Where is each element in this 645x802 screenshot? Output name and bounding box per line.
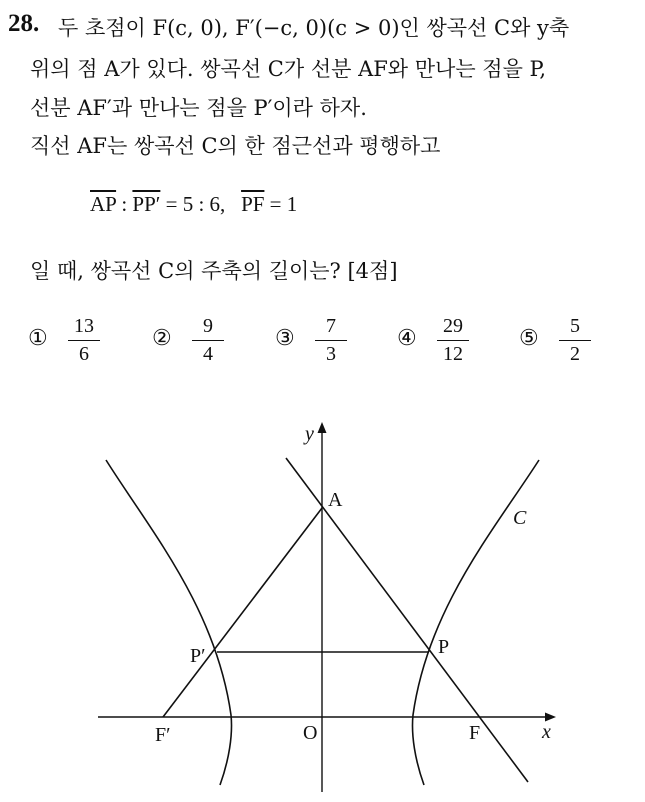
- point-p-prime-label: P′: [190, 645, 206, 667]
- choice-marker: ④: [397, 326, 417, 351]
- problem-line-3: 선분 AF′과 만나는 점을 P′이라 하자.: [30, 96, 367, 120]
- choice-marker: ②: [152, 326, 172, 351]
- segment-pp-prime: PP′: [132, 192, 161, 216]
- choice-marker: ①: [28, 326, 48, 351]
- numerator: 9: [203, 315, 213, 337]
- question-number: 28.: [8, 10, 40, 37]
- point-p-label: P: [438, 636, 450, 658]
- curve-c-label: C: [513, 507, 527, 529]
- problem-line-4: 직선 AF는 쌍곡선 C의 한 점근선과 평행하고: [30, 134, 441, 158]
- choice-marker: ⑤: [519, 326, 539, 351]
- segment-ap: $\overline{AP}$: [90, 192, 117, 216]
- ratio-colon: :: [116, 192, 133, 216]
- ratio-value: = 5 : 6,: [160, 192, 226, 216]
- origin-label: O: [303, 722, 318, 744]
- x-axis-label: x: [542, 721, 551, 743]
- point-a-label: A: [328, 489, 343, 511]
- y-axis-arrow: [318, 422, 327, 433]
- denominator: 4: [203, 343, 213, 365]
- denominator: 3: [326, 343, 336, 365]
- denominator: 6: [79, 343, 89, 365]
- numerator: 13: [74, 315, 94, 337]
- segment-pf: $\overline{PF}$: [241, 192, 265, 216]
- point-f-prime-label: F′: [155, 724, 171, 746]
- pf-value: = 1: [264, 192, 298, 216]
- denominator: 12: [443, 343, 463, 365]
- numerator: 5: [570, 315, 580, 337]
- problem-line-2: 위의 점 A가 있다. 쌍곡선 C가 선분 AF와 만나는 점을 P,: [30, 57, 547, 81]
- point-f-label: F: [469, 722, 481, 744]
- numerator: 7: [326, 315, 336, 337]
- denominator: 2: [570, 343, 580, 365]
- choice-marker: ③: [275, 326, 295, 351]
- y-axis-label: y: [305, 423, 314, 445]
- problem-line-1: 두 초점이 F(c, 0), F′(−c, 0)(c > 0)인 쌍곡선 C와 y축: [58, 16, 570, 40]
- segment-af-prime: [163, 508, 322, 717]
- problem-question: 일 때, 쌍곡선 C의 주축의 길이는? [4점]: [30, 259, 398, 283]
- numerator: 29: [443, 315, 463, 337]
